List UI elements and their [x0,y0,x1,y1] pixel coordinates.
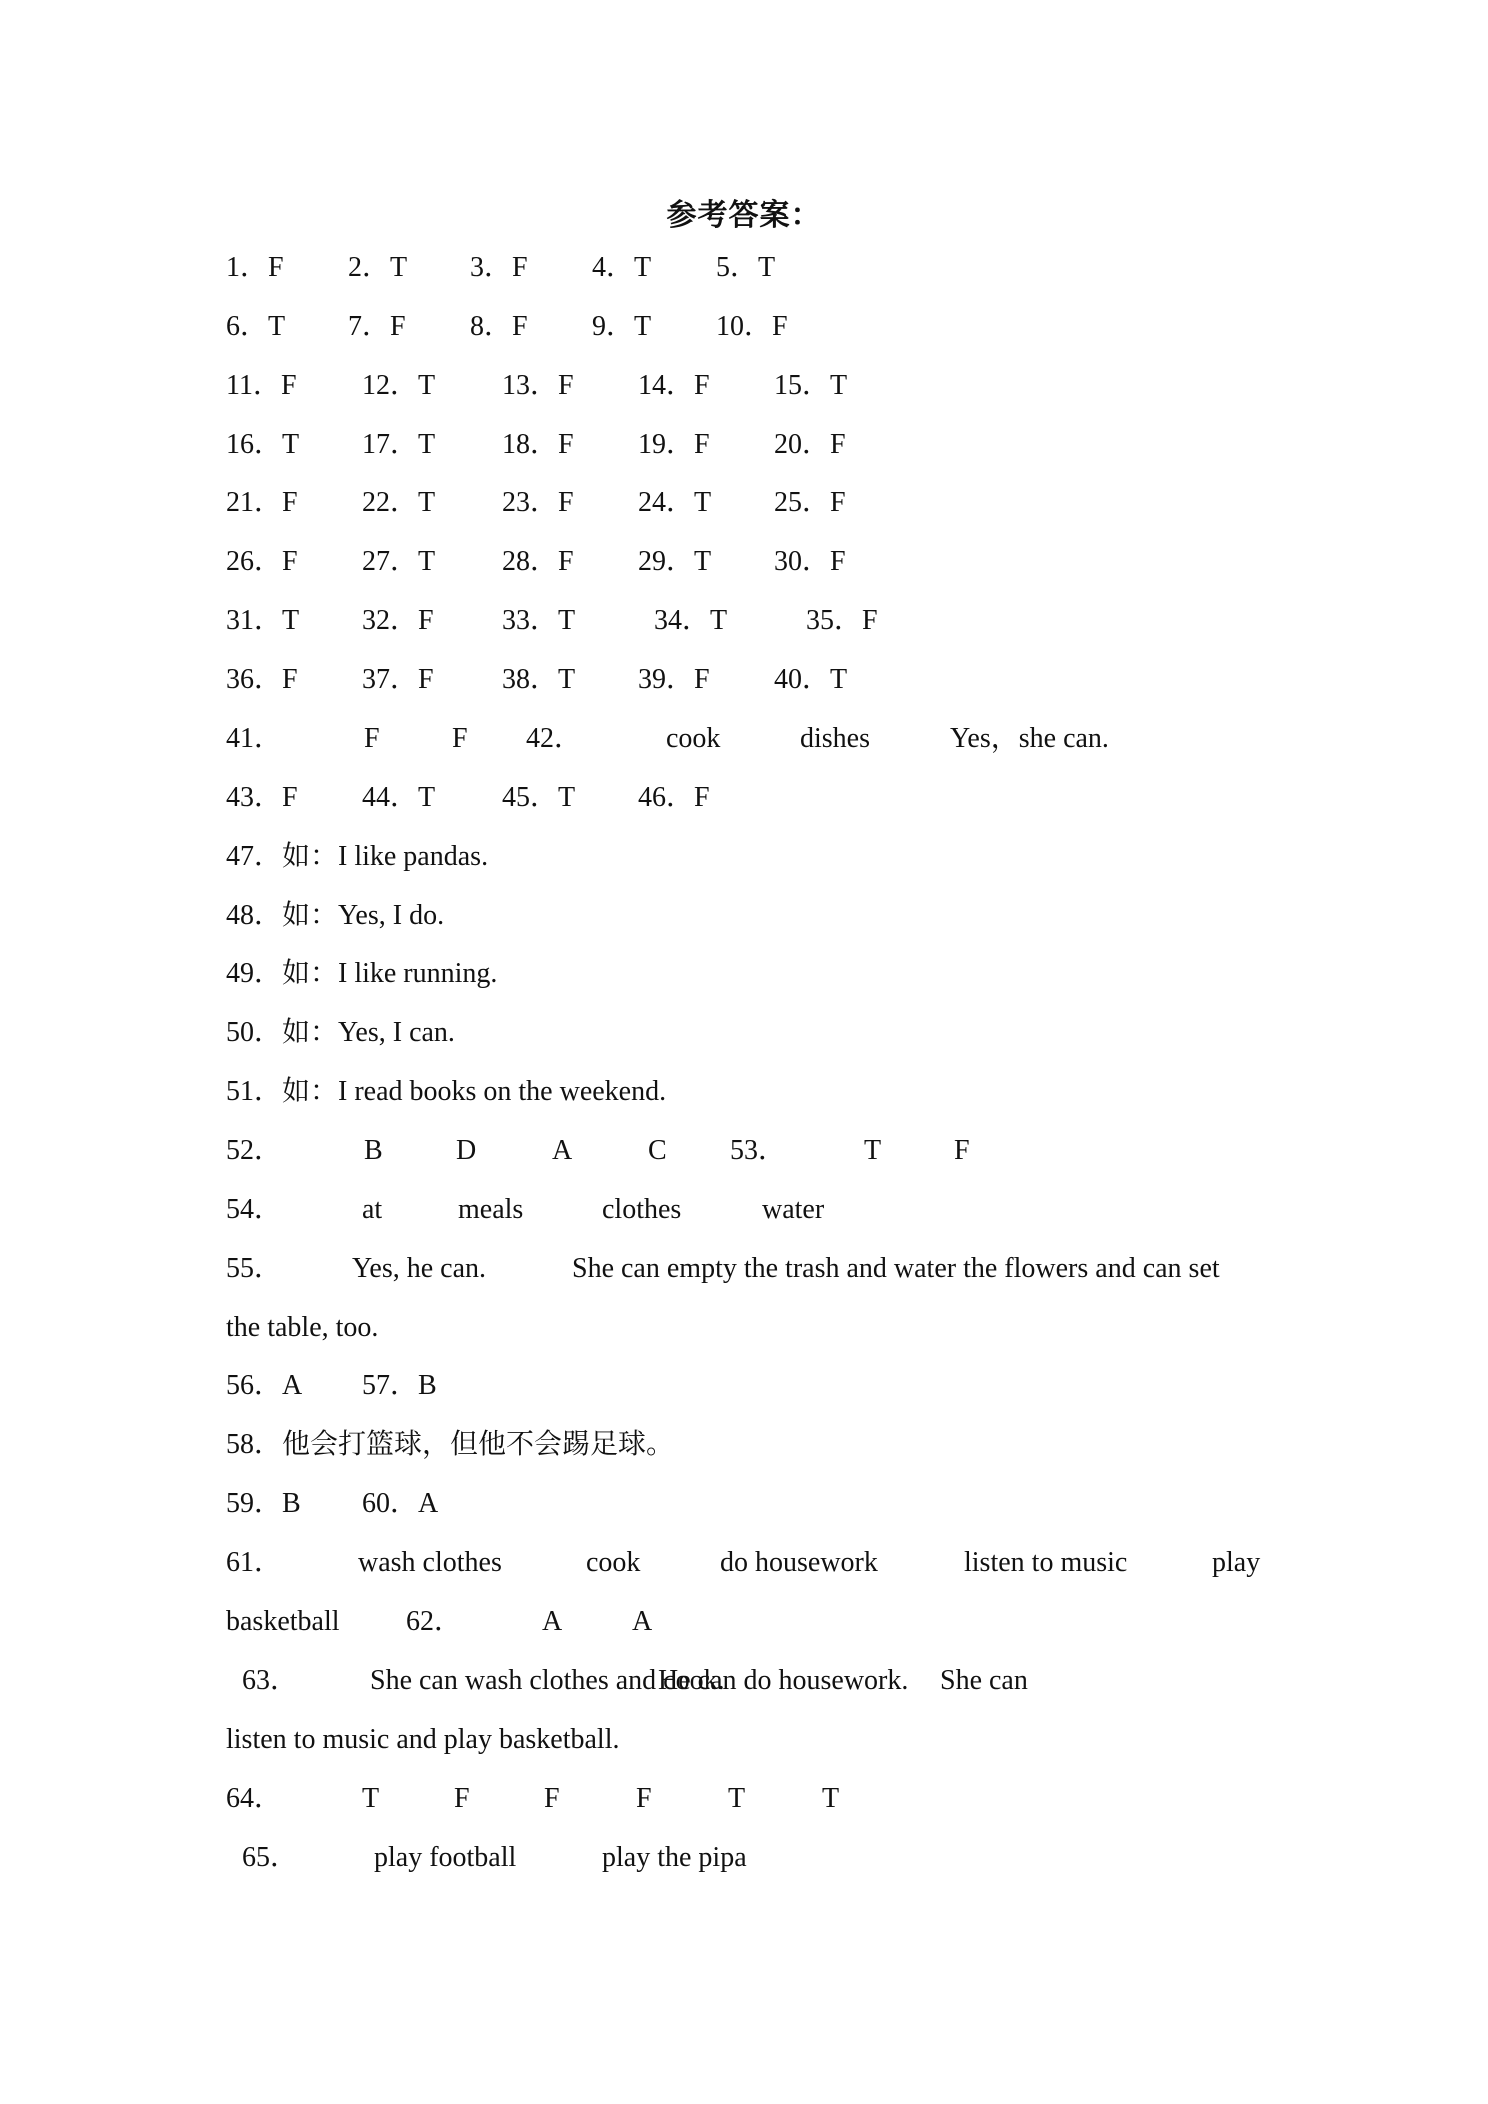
answer-item: She can [940,1665,1028,1696]
answer-item: 53． [730,1135,787,1166]
answer-item: T [822,1783,840,1814]
answer-item: F [636,1783,652,1814]
answer-item: 36．F [226,664,298,695]
answer-item: F [452,723,468,754]
answer-item: 33．T [502,605,576,636]
answer-item: She can empty the trash and water the flowers and can set [572,1253,1220,1284]
answer-item: play football [374,1842,517,1873]
answer-item: B [364,1135,383,1166]
answer-item: water [762,1194,825,1225]
answer-item: A [552,1135,573,1166]
answer-item: 1．F [226,252,284,283]
answer-item: 8．F [470,311,528,342]
answer-item: 62． [406,1606,463,1637]
answer-item: play the pipa [602,1842,747,1873]
answer-item: listen to music [964,1547,1128,1578]
answer-item: 35．F [806,605,878,636]
answer-item: D [456,1135,477,1166]
answer-item: 47．如：I like pandas. [226,841,489,872]
answer-item: C [648,1135,667,1166]
answer-item: 55． [226,1253,283,1284]
answer-item: meals [458,1194,524,1225]
answer-item: 49．如：I like running. [226,958,498,989]
answer-item: clothes [602,1194,682,1225]
answer-item: 17．T [362,429,436,460]
answer-item: 21．F [226,487,298,518]
answer-item: 12．T [362,370,436,401]
answer-item: T [362,1783,380,1814]
answer-item: 42． [526,723,583,754]
answer-item: 15．T [774,370,848,401]
answer-item: 52． [226,1135,283,1166]
answer-item: 60．A [362,1488,439,1519]
answer-item: 2．T [348,252,408,283]
page-title: 参考答案： [666,199,822,232]
answer-item: 16．T [226,429,300,460]
answer-item: 64． [226,1783,283,1814]
answer-item: 30．F [774,546,846,577]
answer-item: 34．T [654,605,728,636]
answer-item: He can do housework. [658,1665,909,1696]
answer-item: F [454,1783,470,1814]
answer-item: basketball [226,1606,340,1637]
answer-item: 39．F [638,664,710,695]
answer-item: 48．如：Yes, I do. [226,900,445,931]
answer-item: the table, too. [226,1312,379,1343]
answer-item: 44．T [362,782,436,813]
answer-item: 29．T [638,546,712,577]
answer-item: 6．T [226,311,286,342]
answer-item: F [544,1783,560,1814]
answer-item: 27．T [362,546,436,577]
answer-item: do housework [720,1547,878,1578]
answer-item: 5．T [716,252,776,283]
answer-item: 24．T [638,487,712,518]
answer-item: 46．F [638,782,710,813]
answer-item: She can wash clothes and cook. [370,1665,725,1696]
answer-item: A [632,1606,653,1637]
answer-item: 65． [242,1842,299,1873]
answer-item: A [542,1606,563,1637]
answer-item: cook [586,1547,641,1578]
answer-item: 43．F [226,782,298,813]
answer-item: 4．T [592,252,652,283]
answer-item: 20．F [774,429,846,460]
answer-item: T [728,1783,746,1814]
answer-item: 58．他会打篮球，但他不会踢足球。 [226,1429,675,1460]
answer-item: 14．F [638,370,710,401]
answer-item: 63． [242,1665,299,1696]
answer-item: T [864,1135,882,1166]
answer-item: 11．F [226,370,297,401]
answer-item: 9．T [592,311,652,342]
answer-item: 22．T [362,487,436,518]
answer-item: 13．F [502,370,574,401]
answer-item: dishes [800,723,870,754]
answer-item: 25．F [774,487,846,518]
answer-item: at [362,1194,383,1225]
answer-item: 41． [226,723,283,754]
answer-item: 56．A [226,1370,303,1401]
answer-item: 31．T [226,605,300,636]
answer-item: F [954,1135,970,1166]
answer-item: 37．F [362,664,434,695]
answer-item: F [364,723,380,754]
answer-item: 18．F [502,429,574,460]
answer-item: Yes，she can. [950,723,1109,754]
answer-item: listen to music and play basketball. [226,1724,620,1755]
answer-item: 61． [226,1547,283,1578]
answer-item: 32．F [362,605,434,636]
answer-item: 40．T [774,664,848,695]
answer-item: wash clothes [358,1547,502,1578]
answer-item: Yes, he can. [352,1253,487,1284]
answer-item: play [1212,1547,1261,1578]
answer-item: 26．F [226,546,298,577]
answer-item: 23．F [502,487,574,518]
answer-item: 19．F [638,429,710,460]
answer-item: 28．F [502,546,574,577]
answer-item: 38．T [502,664,576,695]
answer-item: 50．如：Yes, I can. [226,1017,455,1048]
answer-item: 51．如：I read books on the weekend. [226,1076,667,1107]
answer-item: 54． [226,1194,283,1225]
answer-item: 3．F [470,252,528,283]
answer-item: 59．B [226,1488,301,1519]
answer-item: 57．B [362,1370,437,1401]
answer-item: 45．T [502,782,576,813]
answer-item: cook [666,723,721,754]
answer-item: 10．F [716,311,788,342]
answer-item: 7．F [348,311,406,342]
